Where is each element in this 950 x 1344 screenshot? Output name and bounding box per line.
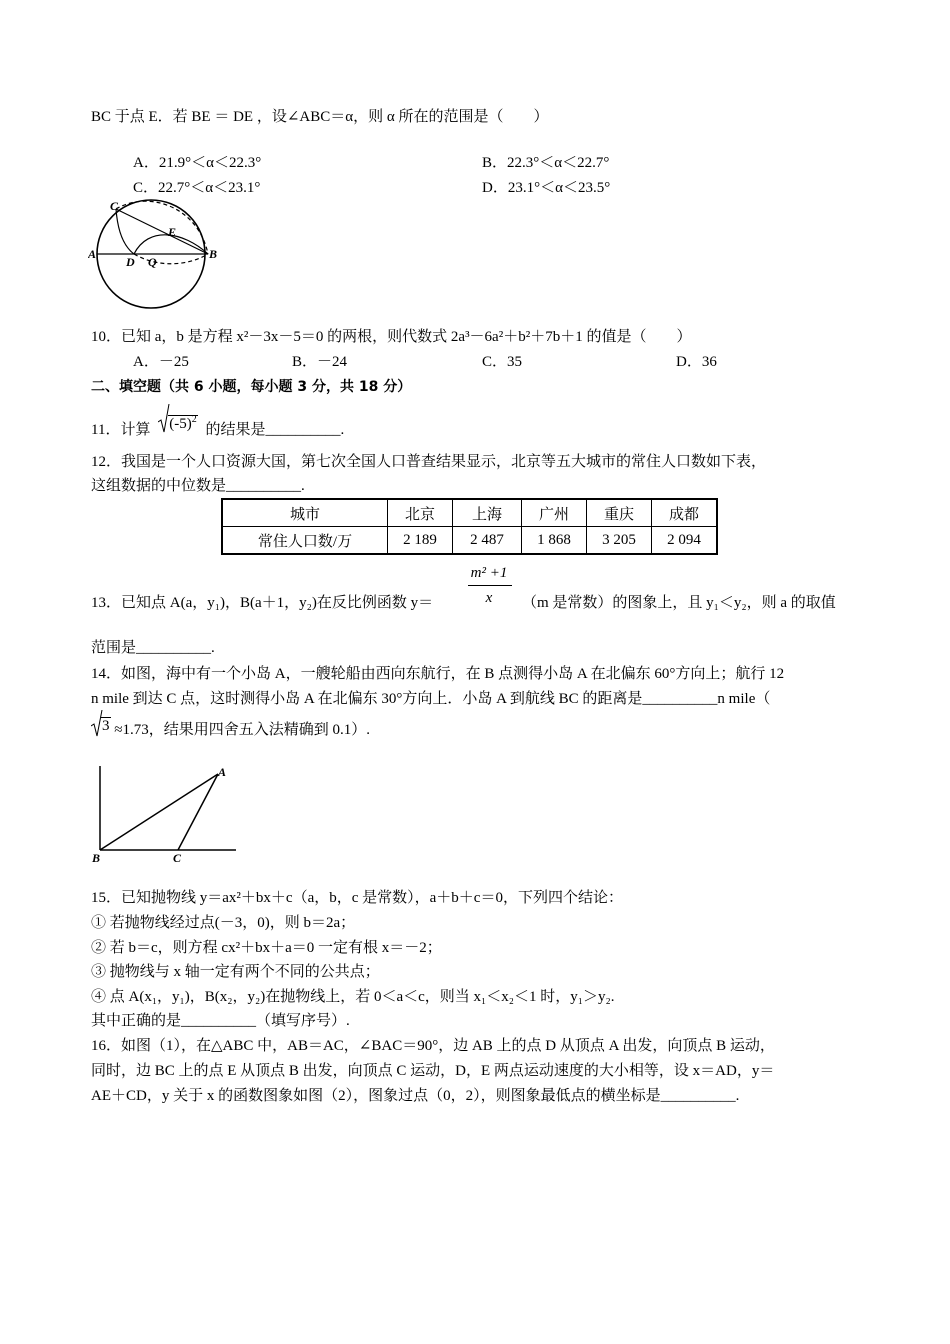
q16-line-3: AE＋CD，y 关于 x 的函数图象如图（2），图象过点（0，2），则图象最低点的横坐标是__________. [91, 1088, 740, 1104]
dashed-arc [116, 201, 208, 254]
dashed-arc-lower [134, 254, 208, 264]
q9-line: BC 于点 E．若 BE ＝ DE ，设∠ABC＝α，则 α 所在的范围是（ ） [91, 109, 549, 125]
segment-cb [116, 209, 208, 254]
q12-line-2: 这组数据的中位数是__________. [91, 478, 305, 494]
table-cell: 上海 [453, 499, 522, 527]
fraction-bar [468, 585, 512, 586]
q11-radicand: (-5) [169, 416, 192, 432]
segment-ba [100, 774, 218, 850]
q12-line-1: 12．我国是一个人口资源大国，第七次全国人口普查结果显示，北京等五大城市的常住人口数如下表， [91, 454, 767, 470]
label-e: E [168, 225, 177, 239]
q16-line-2: 同时，边 BC 上的点 E 从顶点 B 出发，向顶点 C 运动，D，E 两点运动速度的大小相等，设 x＝AD，y＝ [91, 1063, 775, 1079]
table-header-row [222, 499, 717, 527]
table-cell: 常住人口数/万 [222, 527, 388, 555]
label-a: A [218, 765, 227, 779]
q13-line: 13．已知点 A(a，y₁)，B(a＋1，y₂)在反比例函数 y＝ [91, 595, 434, 611]
q14-radicand: 3 [102, 718, 110, 734]
label-c: C [173, 851, 182, 865]
q10-option-b: B．－24 [292, 354, 348, 370]
table-cell: 北京 [388, 499, 453, 527]
q10-option-c: C．35 [482, 354, 523, 370]
q14-line-2: n mile 到达 C 点，这时测得小岛 A 在北偏东 30°方向上．小岛 A 到航线 BC 的距离是__________n mile（ [91, 691, 771, 707]
q13-line-tail: （m 是常数）的图象上，且 y₁＜y₂，则 a 的取值 [522, 595, 836, 611]
q13-fraction-numerator: m² +1 [470, 565, 508, 581]
q9-circle-figure [88, 196, 228, 314]
q10-line: 10．已知 a，b 是方程 x²－3x－5＝0 的两根，则代数式 2a³－6a²＋b²＋7b＋1 的值是（ ） [91, 329, 692, 345]
q9-option-d: D．23.1°＜α＜23.5° [482, 180, 611, 196]
population-table [221, 498, 718, 555]
table-cell: 重庆 [587, 499, 652, 527]
q14-ship-figure [88, 760, 240, 868]
q15-conclusion-4: ④ 点 A(x₁，y₁)，B(x₂，y₂)在抛物线上，若 0＜a＜c，则当 x₁＜x₂＜1 时，y₁＞y₂. [91, 989, 615, 1005]
q15-conclusion-2: ② 若 b＝c，则方程 cx²＋bx＋a＝0 一定有根 x＝－2； [91, 940, 442, 956]
q15-conclusion-1: ① 若抛物线经过点(－3，0)，则 b＝2a； [91, 915, 356, 931]
table-cell: 2 094 [652, 527, 718, 555]
label-c: C [110, 199, 119, 213]
table-cell: 2 487 [453, 527, 522, 555]
q10-option-d: D．36 [676, 354, 717, 370]
table-cell: 2 189 [388, 527, 453, 555]
q14-line-3 [91, 720, 370, 740]
q11-exponent: 2 [191, 414, 197, 425]
q11-suffix: 的结果是__________. [205, 422, 345, 438]
q13-fraction-denominator: x [485, 590, 493, 606]
table-cell: 成都 [652, 499, 718, 527]
label-a: A [88, 247, 97, 261]
q9-option-b: B．22.3°＜α＜22.7° [482, 155, 610, 171]
q16-line-1: 16．如图（1），在△ABC 中，AB＝AC，∠BAC＝90°，边 AB 上的点 D 从顶点 A 出发，向顶点 B 运动， [91, 1038, 775, 1054]
label-d: D [126, 255, 135, 269]
table-cell: 广州 [522, 499, 587, 527]
q11-sqrt [158, 416, 198, 440]
q15-conclusion-3: ③ 抛物线与 x 轴一定有两个不同的公共点； [91, 964, 380, 980]
segment-ca [178, 774, 218, 850]
q9-option-c: C．22.7°＜α＜23.1° [133, 180, 261, 196]
label-q: Q [148, 255, 157, 269]
q14-sqrt [91, 720, 111, 740]
q11-prefix: 11．计算 [91, 422, 151, 438]
q11-line [91, 416, 344, 440]
table-cell: 1 868 [522, 527, 587, 555]
label-b: B [92, 851, 101, 865]
q15-answer-line: 其中正确的是__________（填写序号）. [91, 1013, 350, 1029]
table-row [222, 527, 717, 555]
table-cell: 3 205 [587, 527, 652, 555]
q13-line-2: 范围是__________. [91, 640, 215, 656]
table-cell: 城市 [222, 499, 388, 527]
label-b: B [209, 247, 218, 261]
q10-option-a: A．－25 [133, 354, 189, 370]
q14-line-1: 14．如图，海中有一个小岛 A，一艘轮船由西向东航行，在 B 点测得小岛 A 在北偏东 60°方向上；航行 12 [91, 666, 785, 682]
q9-option-a: A．21.9°＜α＜22.3° [133, 155, 262, 171]
section-2-heading: 二、填空题（共 6 小题，每小题 3 分，共 18 分） [91, 379, 412, 395]
arc-cd [116, 209, 134, 254]
q14-line-3-text: ≈1.73，结果用四舍五入法精确到 0.1）. [114, 722, 370, 738]
q15-line-1: 15．已知抛物线 y＝ax²＋bx＋c（a，b，c 是常数），a＋b＋c＝0，下列四个结论： [91, 890, 623, 906]
